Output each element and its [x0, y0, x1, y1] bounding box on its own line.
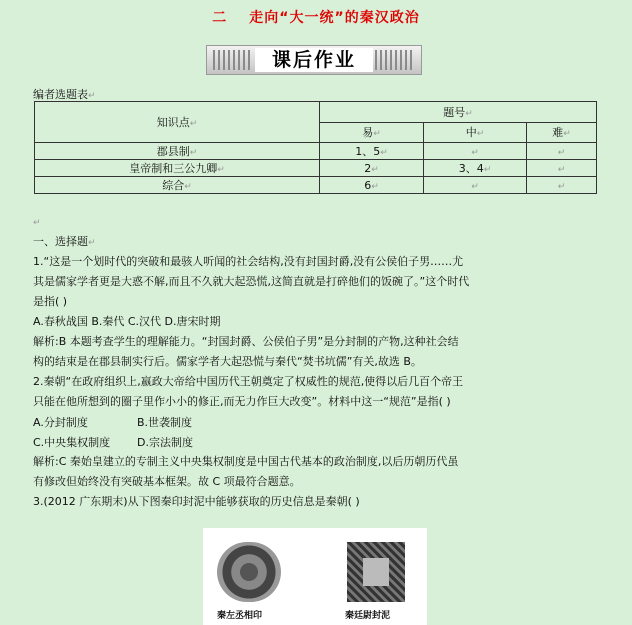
row-topic: 皇帝制和三公九卿↵	[35, 160, 320, 177]
table-row	[35, 160, 597, 177]
option-d: D.宗法制度	[137, 436, 193, 449]
table-caption: 编者选题表↵	[33, 88, 96, 101]
row-easy: 6↵	[320, 177, 424, 194]
option-b: B.世袭制度	[137, 416, 193, 429]
empty-line-marker: ↵	[33, 218, 41, 228]
banner-text: 课后作业	[255, 48, 373, 72]
header-medium: 中↵	[424, 122, 527, 143]
section-heading: 一、选择题↵	[33, 235, 96, 248]
row-hard: ↵	[527, 160, 597, 177]
seal-image-right	[347, 542, 405, 602]
question-line: 1.“这是一个划时代的突破和最骇人听闻的社会结构,没有封国封爵,没有公侯伯子男……尤	[33, 255, 464, 268]
row-medium: ↵	[424, 143, 527, 160]
row-medium: 3、4↵	[424, 160, 527, 177]
question-line: 是指( )	[33, 295, 68, 308]
table-row	[35, 143, 597, 160]
row-topic: 郡县制↵	[35, 143, 320, 160]
analysis-line: 解析:C 秦始皇建立的专制主义中央集权制度是中国古代基本的政治制度,以后历朝历代虽	[33, 455, 459, 468]
question-2-analysis	[33, 452, 605, 512]
banner-stripe-right	[375, 50, 415, 70]
question-3-line: 3.(2012 广东期末)从下图秦印封泥中能够获取的历史信息是秦朝( )	[33, 495, 360, 508]
option-c: C.中央集权制度	[33, 436, 111, 449]
header-easy: 易↵	[320, 122, 424, 143]
header-number: 题号↵	[320, 102, 597, 123]
seal-images	[203, 528, 427, 625]
topic-table	[34, 101, 597, 194]
header-knowledge: 知识点↵	[35, 102, 320, 143]
question-options: A.春秋战国 B.秦代 C.汉代 D.唐宋时期	[33, 315, 221, 328]
table-header-row	[35, 102, 597, 123]
row-topic: 综合↵	[35, 177, 320, 194]
option-a: A.分封制度	[33, 416, 88, 429]
table-row	[35, 177, 597, 194]
analysis-line: 解析:B 本题考查学生的理解能力。“封国封爵、公侯伯子男”是分封制的产物,这种社会结	[33, 335, 459, 348]
row-easy: 1、5↵	[320, 143, 424, 160]
question-line: 2.秦朝“在政府组织上,嬴政大帝给中国历代王朝奠定了权威性的规范,使得以后几百个帝王	[33, 375, 464, 388]
chapter-title: 走向“大一统”的秦汉政治	[249, 10, 420, 26]
question-line: 其是儒家学者更是大惑不解,而且不久就大起恐慌,这简直就是打碎他们的饭碗了。”这个时代	[33, 275, 470, 288]
seal-caption-left: 秦左丞相印	[217, 611, 263, 621]
analysis-line: 有修改但始终没有突破基本框架。故 C 项最符合题意。	[33, 475, 301, 488]
seal-image-left	[217, 542, 281, 602]
seal-caption-right: 秦廷尉封泥	[345, 611, 391, 621]
homework-banner	[206, 45, 422, 75]
analysis-line: 构的结束是在郡县制实行后。儒家学者大起恐慌与秦代“焚书坑儒”有关,故选 B。	[33, 355, 422, 368]
row-medium: ↵	[424, 177, 527, 194]
question-1	[33, 252, 605, 372]
question-line: 只能在他所想到的圈子里作小小的修正,而无力作巨大改变”。材料中这一“规范”是指( )	[33, 395, 451, 408]
chapter-number: 二	[212, 10, 228, 26]
header-hard: 难↵	[527, 122, 597, 143]
question-2	[33, 372, 605, 412]
banner-stripe-left	[213, 50, 253, 70]
page-title	[0, 7, 632, 27]
row-hard: ↵	[527, 143, 597, 160]
row-easy: 2↵	[320, 160, 424, 177]
row-hard: ↵	[527, 177, 597, 194]
